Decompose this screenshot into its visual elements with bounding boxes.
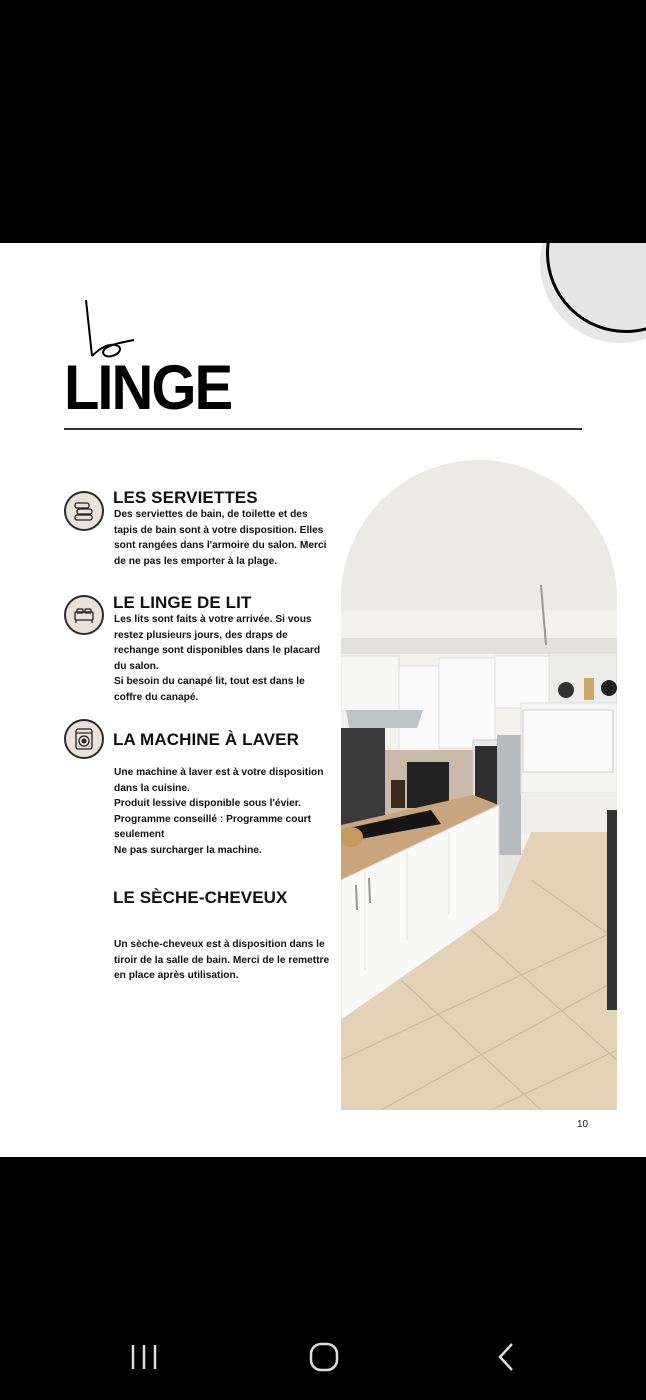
recent-apps-icon <box>129 1343 159 1371</box>
section-heading-machine: LA MACHINE À LAVER <box>113 730 299 749</box>
document-page <box>0 243 646 1157</box>
decorative-ring <box>546 243 646 333</box>
back-icon <box>496 1342 516 1372</box>
bed-icon <box>64 595 104 635</box>
section-text-linge-de-lit: Les lits sont faits à votre arrivée. Si vous restez plusieurs jours, des draps de rechange sont disponibles dans le placard du salon. Si besoin du canapé lit, tout est dans le coffre du canapé. <box>114 614 321 703</box>
section-text-serviettes: Des serviettes de bain, de toilette et des tapis de bain sont à votre disposition. Elles sont rangées dans l'armoire du salon. Merci de ne pas les emporter à la plage. <box>114 509 327 567</box>
section-heading-linge-de-lit: LE LINGE DE LIT <box>113 593 252 612</box>
washing-machine-icon <box>64 719 104 759</box>
page-title: LINGE <box>64 352 232 423</box>
back-button[interactable] <box>494 1342 518 1372</box>
section-heading-seche-cheveux: LE SÈCHE-CHEVEUX <box>113 888 288 907</box>
page-number: 10 <box>577 1119 589 1130</box>
section-text-machine: Une machine à laver est à votre disposition dans la cuisine. Produit lessive disponible sous l'évier. Programme conseillé : Programme court seulement Ne pas surcharger la machine. <box>114 767 324 856</box>
recent-apps-button[interactable] <box>128 1342 160 1372</box>
home-icon <box>308 1342 340 1372</box>
towels-icon <box>64 491 104 531</box>
top-black-bar <box>0 0 646 243</box>
section-heading-serviettes: LES SERVIETTES <box>113 488 258 507</box>
kitchen-photo <box>341 460 617 1110</box>
section-text-seche-cheveux: Un sèche-cheveux est à disposition dans le tiroir de la salle de bain. Merci de le remettre en place après utilisation. <box>114 939 330 982</box>
home-button[interactable] <box>307 1342 341 1372</box>
title-divider <box>64 428 582 430</box>
